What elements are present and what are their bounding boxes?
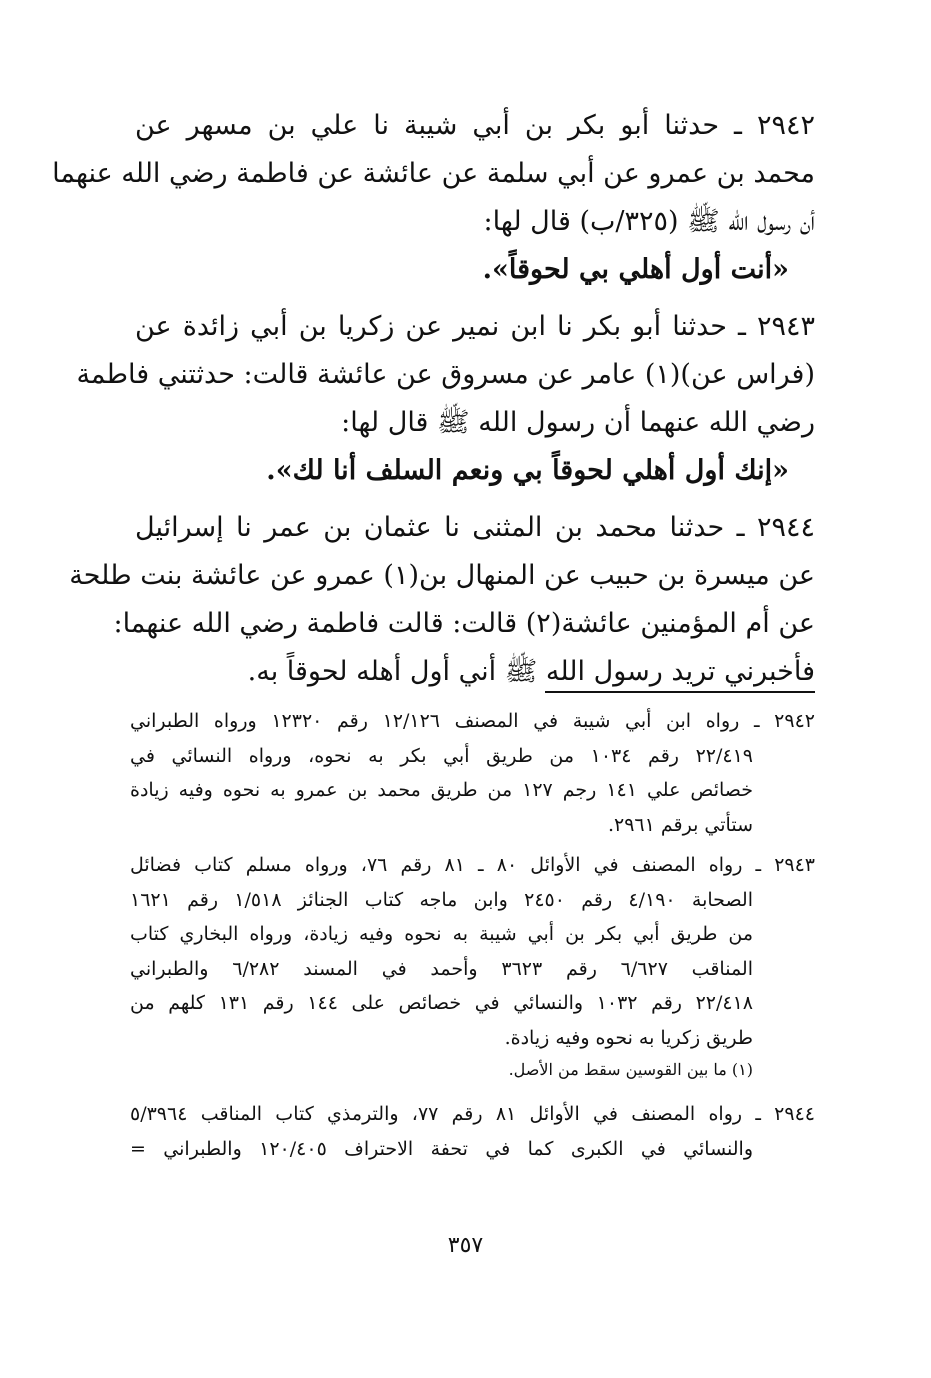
text-line: فأخبرني تريد رسول الله ﷺ أني أول أهله لحوقاً به. <box>247 656 815 687</box>
note-line: طريق زكريا به نحوه وفيه زيادة. <box>504 1026 753 1049</box>
note-line: ٢٢/٤١٩ رقم ١٠٣٤ من طريق أبي بكر به نحوه، ورواه النسائي في <box>130 744 753 767</box>
text-line: عن ميسرة بن حبيب عن المنهال بن(١) عمرو عن عائشة بنت طلحة <box>69 560 815 591</box>
footnote-separator <box>545 691 815 693</box>
text-line: أن رسول الله ﷺ (٣٢٥/ب) قال لها: <box>483 206 815 237</box>
note-line: الصحابة ٤/١٩٠ رقم ٢٤٥٠ وابن ماجه كتاب الجنائز ١/٥١٨ رقم ١٦٢١ <box>130 888 753 911</box>
text-line: ٢٩٤٣ ـ حدثنا أبو بكر نا ابن نمير عن زكريا بن أبي زائدة عن <box>135 311 815 342</box>
hadith-quote: «أنت أول أهلي بي لحوقاً». <box>482 254 789 285</box>
text-line: (فراس عن)(١) عامر عن مسروق عن عائشة قالت: حدثتني فاطمة <box>76 359 815 390</box>
note-line: والنسائي في الكبرى كما في تحفة الاحتراف ١٢٠/٤٠٥ والطبراني = <box>130 1137 753 1160</box>
note-line: ستأتي برقم ٢٩٦١. <box>607 813 753 836</box>
page-number: ٣٥٧ <box>447 1233 484 1258</box>
notes-section <box>130 704 815 1172</box>
note-line: ٢٩٤٢ ـ رواه ابن أبي شيبة في المصنف ١٢/١٢٦ رقم ١٢٣٢٠ ورواه الطبراني <box>130 710 815 732</box>
hadith-2944 <box>69 504 815 696</box>
text-line: عن أم المؤمنين عائشة(٢) قالت: قالت فاطمة رضي الله عنهما: <box>113 608 815 639</box>
note-line: المناقب ٦/٦٢٧ رقم ٣٦٢٣ وأحمد في المسند ٦/٢٨٢ والطبراني <box>130 957 753 980</box>
hadith-2943 <box>76 303 815 495</box>
hadith-quote: «إنك أول أهلي لحوقاً بي ونعم السلف أنا لك». <box>266 455 789 486</box>
text-line: محمد بن عمرو عن أبي سلمة عن عائشة عن فاطمة رضي الله عنهما <box>52 158 815 189</box>
footnote: (١) ما بين القوسين سقط من الأصل. <box>508 1060 753 1079</box>
note-line: خصائص علي ١٤١ رجم ١٢٧ من طريق محمد بن عمرو به نحوه وفيه زيادة <box>130 779 753 801</box>
note-2944 <box>130 1097 815 1166</box>
hadith-2942 <box>52 102 815 294</box>
text-line: رضي الله عنهما أن رسول الله ﷺ قال لها: <box>341 407 815 438</box>
note-2942 <box>130 704 815 842</box>
text-line: ٢٩٤٤ ـ حدثنا محمد بن المثنى نا عثمان بن عمر نا إسرائيل <box>135 512 815 543</box>
note-2943 <box>130 848 815 1085</box>
text-line: ٢٩٤٢ ـ حدثنا أبو بكر بن أبي شيبة نا علي بن مسهر عن <box>135 110 815 141</box>
note-line: ٢٩٤٣ ـ رواه المصنف في الأوائل ٨٠ ـ ٨١ رقم ٧٦، ورواه مسلم كتاب فضائل <box>130 854 816 876</box>
note-line: ٢٩٤٤ ـ رواه المصنف في الأوائل ٨١ رقم ٧٧، والترمذي كتاب المناقب ٥/٣٩٦٤ <box>130 1103 815 1125</box>
note-line: ٢٢/٤١٨ رقم ١٠٣٢ والنسائي في خصائص على ١٤٤ رقم ١٣١ كلهم من <box>130 992 754 1014</box>
note-line: من طريق أبي بكر بن أبي شيبة به نحوه وفيه زيادة، ورواه البخاري كتاب <box>130 923 753 945</box>
main-text <box>52 102 815 705</box>
